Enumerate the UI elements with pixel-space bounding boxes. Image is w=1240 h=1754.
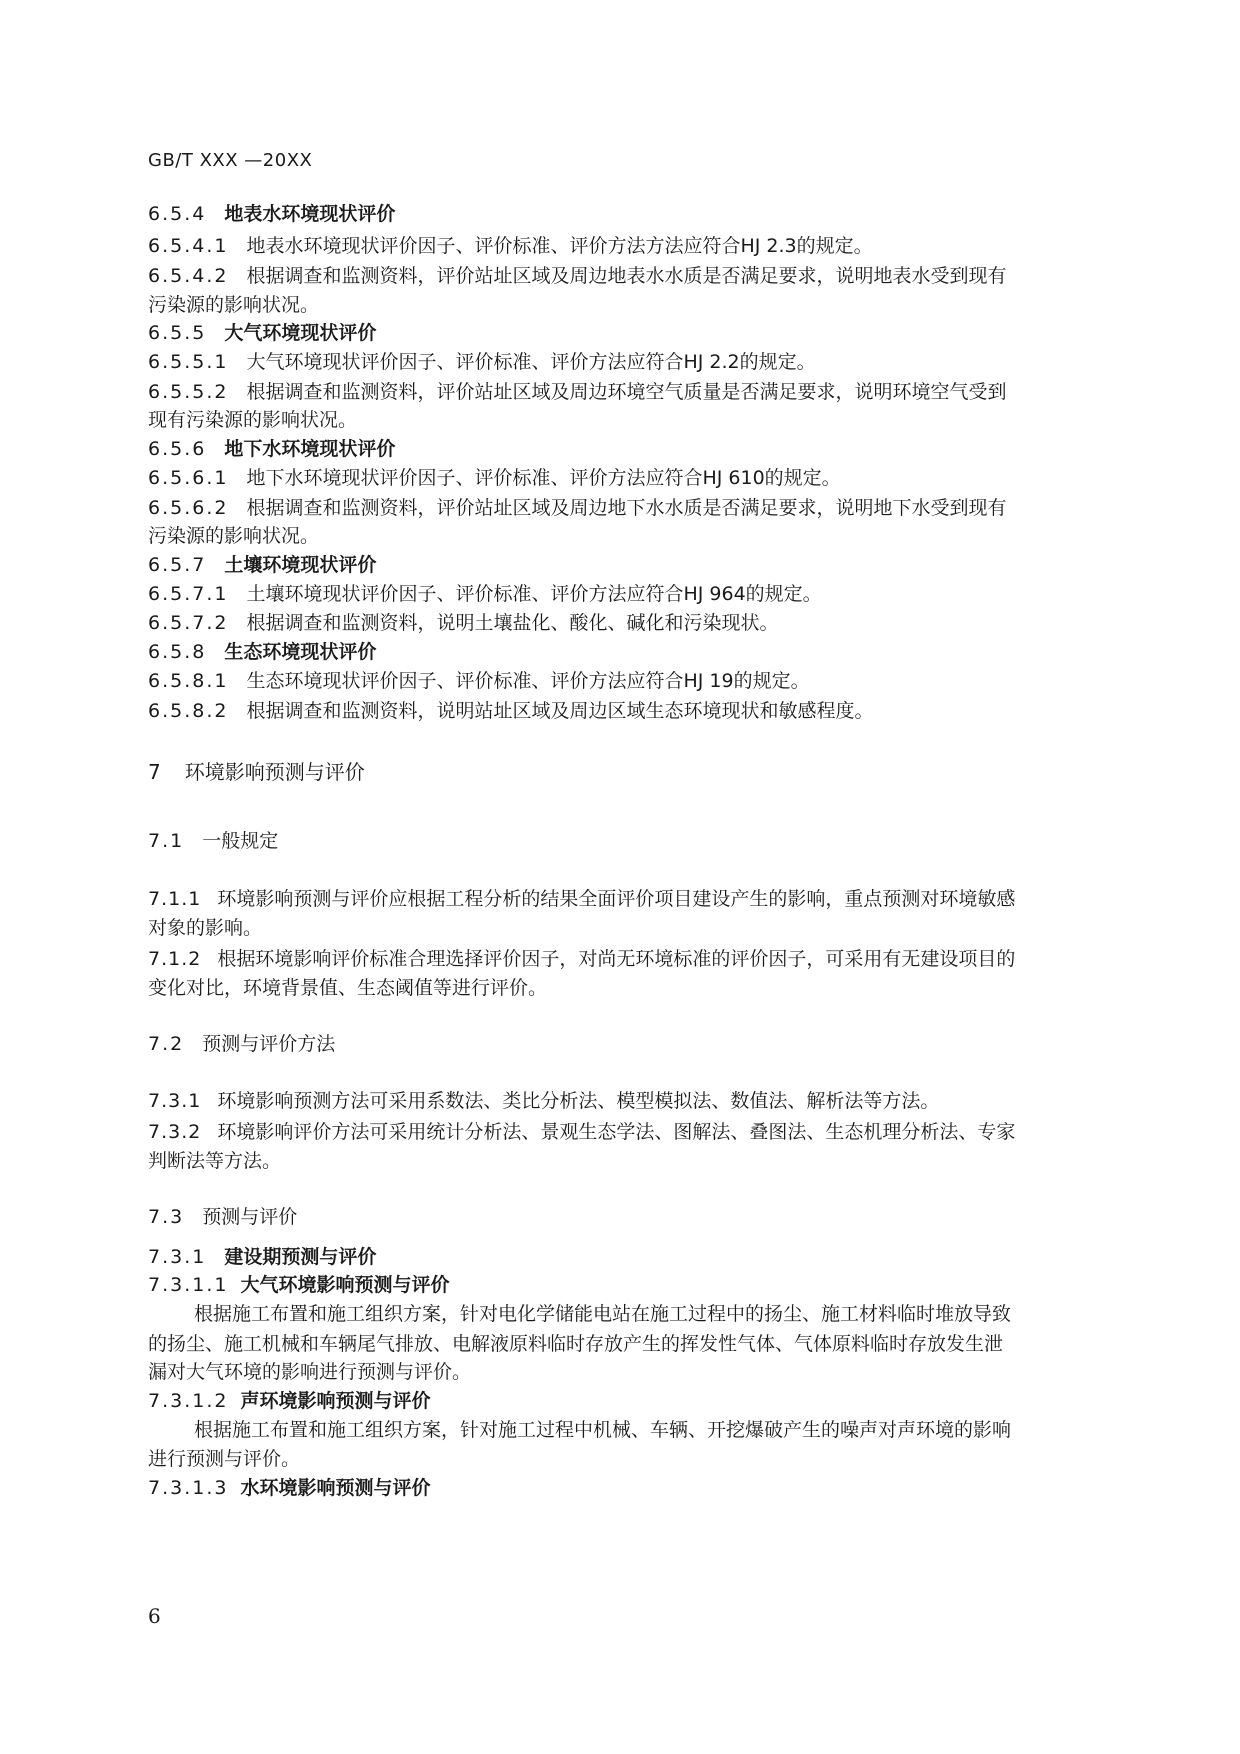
clause-number: 6.5.5.2 — [148, 381, 229, 403]
clause-text: 根据调查和监测资料，评价站址区域及周边地下水水质是否满足要求，说明地下水受到现有 — [246, 497, 1007, 519]
clause-number: 6.5.7.1 — [148, 583, 229, 605]
clause-number: 7.1.1 — [148, 888, 202, 910]
clause-text: 根据调查和监测资料，评价站址区域及周边地表水水质是否满足要求，说明地表水受到现有 — [246, 265, 1007, 287]
clause-number: 6.5.7.2 — [148, 612, 229, 634]
clause-number: 6.5.8.1 — [148, 670, 229, 692]
clause-number: 7.3.2 — [148, 1121, 202, 1143]
section-7-1-heading — [148, 827, 1120, 855]
clause-6-5-4-2 — [148, 262, 1120, 290]
clause-number: 6.5.6.1 — [148, 467, 229, 489]
chapter-title: 环境影响预测与评价 — [184, 760, 365, 784]
standard-code-header: GB/T XXX —20XX — [148, 150, 313, 171]
section-6-5-8-heading — [148, 638, 1120, 666]
clause-text: 根据环境影响评价标准合理选择评价因子，对尚无环境标准的评价因子，可采用有无建设项目的 — [217, 948, 1016, 970]
section-7-3-1-heading — [148, 1243, 1120, 1271]
section-title: 预测与评价方法 — [202, 1033, 336, 1055]
clause-6-5-5-2-cont: 现有污染源的影响状况。 — [148, 409, 358, 431]
section-number: 6.5.7 — [148, 554, 207, 576]
section-title: 土壤环境现状评价 — [224, 554, 377, 576]
clause-number: 6.5.6.2 — [148, 497, 229, 519]
clause-number: 6.5.4.1 — [148, 235, 229, 257]
clause-6-5-4-1 — [148, 232, 1120, 260]
section-title: 地表水环境现状评价 — [224, 203, 396, 225]
clause-6-5-7-1 — [148, 580, 1120, 608]
section-number: 7.3.1.1 — [148, 1274, 229, 1296]
clause-7-1-2 — [148, 945, 1120, 973]
section-title: 建设期预测与评价 — [224, 1246, 377, 1268]
clause-6-5-6-2 — [148, 494, 1120, 522]
paragraph-line: 的扬尘、施工机械和车辆尾气排放、电解液原料临时存放产生的挥发性气体、气体原料临时存放发生泄 — [148, 1333, 1004, 1355]
section-number: 7.1 — [148, 830, 185, 852]
clause-7-3-2-method — [148, 1118, 1120, 1146]
clause-6-5-8-1 — [148, 667, 1120, 695]
clause-6-5-6-2-cont: 污染源的影响状况。 — [148, 525, 320, 547]
clause-7-3-1-method — [148, 1087, 1120, 1115]
section-title: 声环境影响预测与评价 — [240, 1390, 431, 1412]
clause-text: 环境影响预测与评价应根据工程分析的结果全面评价项目建设产生的影响，重点预测对环境敏感 — [217, 888, 1016, 910]
clause-text: 根据调查和监测资料，评价站址区域及周边环境空气质量是否满足要求，说明环境空气受到 — [246, 381, 1007, 403]
clause-text: 根据调查和监测资料，说明站址区域及周边区域生态环境现状和敏感程度。 — [246, 700, 874, 722]
section-number: 7.3.1.2 — [148, 1390, 229, 1412]
clause-6-5-5-1 — [148, 348, 1120, 376]
clause-6-5-7-2 — [148, 609, 1120, 637]
clause-6-5-5-2 — [148, 378, 1120, 406]
section-number: 6.5.6 — [148, 438, 207, 460]
paragraph-line: 根据施工布置和施工组织方案，针对电化学储能电站在施工过程中的扬尘、施工材料临时堆放导致 — [194, 1303, 1012, 1325]
section-number: 6.5.8 — [148, 641, 207, 663]
section-6-5-6-heading — [148, 435, 1120, 463]
section-title: 生态环境现状评价 — [224, 641, 377, 663]
clause-text: 地表水环境现状评价因子、评价标准、评价方法方法应符合HJ 2.3的规定。 — [246, 235, 873, 257]
clause-7-1-1 — [148, 885, 1120, 913]
clause-text: 地下水环境现状评价因子、评价标准、评价方法应符合HJ 610的规定。 — [246, 467, 841, 489]
clause-6-5-8-2 — [148, 697, 1120, 725]
page-number: 6 — [148, 1604, 161, 1628]
section-number: 7.2 — [148, 1033, 185, 1055]
section-number: 6.5.5 — [148, 322, 207, 344]
clause-text: 根据调查和监测资料，说明土壤盐化、酸化、碱化和污染现状。 — [246, 612, 779, 634]
section-7-3-1-2-heading — [148, 1387, 1120, 1415]
clause-text: 生态环境现状评价因子、评价标准、评价方法应符合HJ 19的规定。 — [246, 670, 810, 692]
section-title: 水环境影响预测与评价 — [240, 1477, 431, 1499]
section-6-5-7-heading — [148, 551, 1120, 579]
clause-6-5-6-1 — [148, 464, 1120, 492]
clause-6-5-4-2-cont: 污染源的影响状况。 — [148, 294, 320, 316]
section-7-3-1-3-heading — [148, 1474, 1120, 1502]
section-title: 预测与评价 — [202, 1206, 298, 1228]
section-title: 大气环境影响预测与评价 — [240, 1274, 450, 1296]
section-6-5-5-heading — [148, 319, 1120, 347]
chapter-number: 7 — [148, 760, 163, 784]
paragraph-line: 根据施工布置和施工组织方案，针对施工过程中机械、车辆、开挖爆破产生的噪声对声环境的影响 — [194, 1419, 1012, 1441]
chapter-7-heading — [148, 758, 1120, 786]
section-7-2-heading — [148, 1030, 1120, 1058]
section-number: 7.3.1.3 — [148, 1477, 229, 1499]
clause-text: 环境影响评价方法可采用统计分析法、景观生态学法、图解法、叠图法、生态机理分析法、专家 — [217, 1121, 1016, 1143]
paragraph-line: 漏对大气环境的影响进行预测与评价。 — [148, 1361, 472, 1383]
clause-number: 6.5.4.2 — [148, 265, 229, 287]
section-number: 7.3 — [148, 1206, 185, 1228]
clause-7-1-2-cont: 变化对比，环境背景值、生态阈值等进行评价。 — [148, 977, 548, 999]
section-title: 大气环境现状评价 — [224, 322, 377, 344]
section-7-3-heading — [148, 1203, 1120, 1231]
clause-number: 6.5.5.1 — [148, 351, 229, 373]
clause-7-3-2-method-cont: 判断法等方法。 — [148, 1150, 282, 1172]
section-7-3-1-1-heading — [148, 1271, 1120, 1299]
clause-number: 6.5.8.2 — [148, 700, 229, 722]
clause-text: 环境影响预测方法可采用系数法、类比分析法、模型模拟法、数值法、解析法等方法。 — [217, 1090, 940, 1112]
clause-number: 7.1.2 — [148, 948, 202, 970]
section-title: 地下水环境现状评价 — [224, 438, 396, 460]
clause-text: 大气环境现状评价因子、评价标准、评价方法应符合HJ 2.2的规定。 — [246, 351, 816, 373]
clause-text: 土壤环境现状评价因子、评价标准、评价方法应符合HJ 964的规定。 — [246, 583, 822, 605]
section-number: 6.5.4 — [148, 203, 207, 225]
section-6-5-4-heading — [148, 200, 1120, 228]
clause-number: 7.3.1 — [148, 1090, 202, 1112]
section-title: 一般规定 — [202, 830, 279, 852]
paragraph-line: 进行预测与评价。 — [148, 1448, 301, 1470]
clause-7-1-1-cont: 对象的影响。 — [148, 917, 263, 939]
section-number: 7.3.1 — [148, 1246, 207, 1268]
